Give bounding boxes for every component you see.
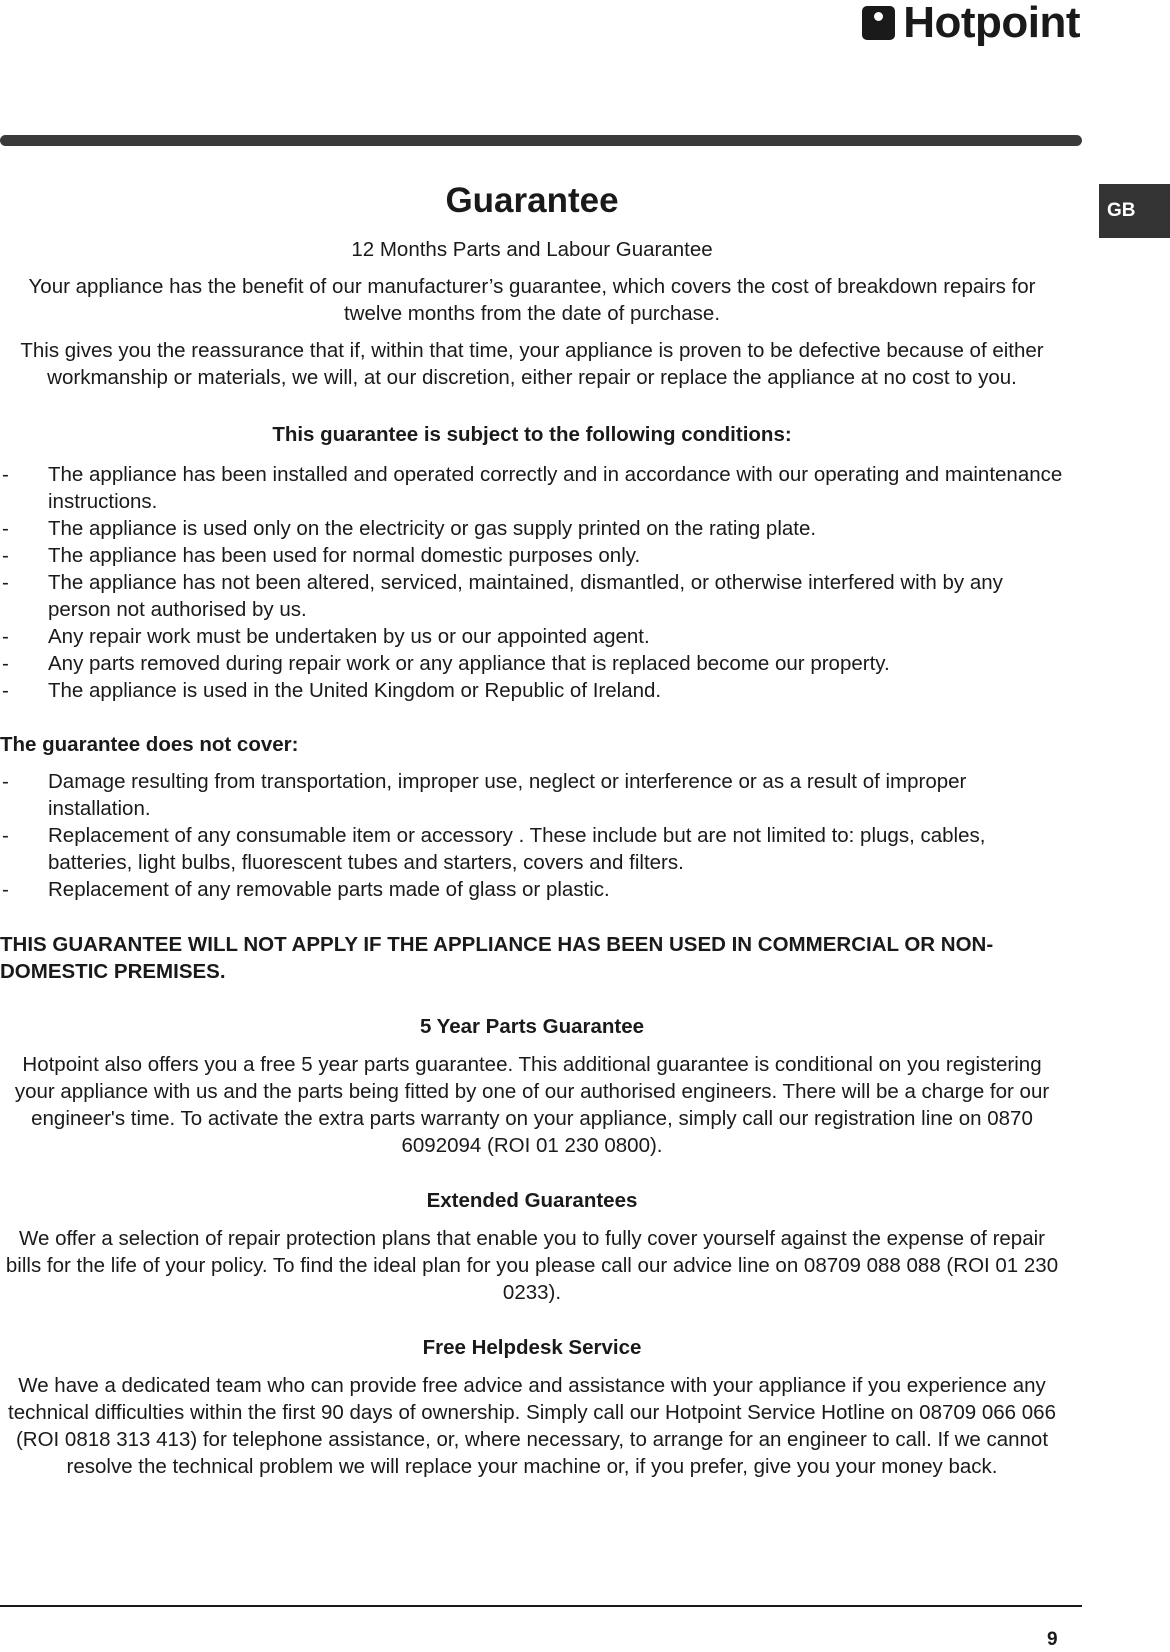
helpdesk-heading: Free Helpdesk Service <box>422 1336 642 1359</box>
not-covered-item: - Replacement of any removable parts made of glass or plastic. <box>0 876 1064 903</box>
brand-name: Hotpoint <box>903 0 1080 47</box>
condition-item: - The appliance has been installed and operated correctly and in accordance with our operating and maintenance instructions. <box>0 461 1064 515</box>
commercial-use-warning: THIS GUARANTEE WILL NOT APPLY IF THE APPLIANCE HAS BEEN USED IN COMMERCIAL OR NON-DOMESTIC PREMISES. <box>0 933 994 983</box>
conditions-list <box>0 461 1064 704</box>
guarantee-document <box>0 178 1064 1480</box>
condition-item: - The appliance has been used for normal domestic purposes only. <box>0 542 1064 569</box>
helpdesk-text: We have a dedicated team who can provide free advice and assistance with your appliance if you experience any technical difficulties within the first 90 days of ownership. Simply call our Hotpoint Service Hotline on 08709 066 066 (ROI 0818 313 413) for telephone assistance, or, where necessary, to arrange for an engineer to call. If we cannot resolve the technical problem we will replace your machine or, if you prefer, give you your money back. <box>8 1374 1056 1478</box>
not-covered-item: - Damage resulting from transportation, improper use, neglect or interference or as a result of improper installation. <box>0 768 1064 822</box>
five-year-heading: 5 Year Parts Guarantee <box>419 1015 645 1038</box>
condition-item: - The appliance is used only on the electricity or gas supply printed on the rating plate. <box>0 515 1064 542</box>
not-covered-list <box>0 768 1064 903</box>
not-covered-heading: The guarantee does not cover: <box>0 733 299 756</box>
condition-item: - The appliance is used in the United Kingdom or Republic of Ireland. <box>0 677 1064 704</box>
extended-text: We offer a selection of repair protection plans that enable you to fully cover yourself against the expense of repair bills for the life of your policy. To find the ideal plan for you please call our advice line on 08709 088 088 (ROI 01 230 0233). <box>5 1227 1059 1304</box>
region-tab: GB <box>1099 184 1170 238</box>
condition-item: - The appliance has not been altered, serviced, maintained, dismantled, or otherwise interfered with by any person not authorised by us. <box>0 569 1064 623</box>
five-year-text: Hotpoint also offers you a free 5 year parts guarantee. This additional guarantee is conditional on you registering your appliance with us and the parts being fitted by one of our authorised engineers. There will be a charge for our engineer's time. To activate the extra parts warranty on your appliance, simply call our registration line on 0870 6092094 (ROI 01 230 0800). <box>14 1053 1050 1157</box>
condition-item: - Any repair work must be undertaken by us or our appointed agent. <box>0 623 1064 650</box>
footer-divider <box>0 1605 1082 1607</box>
page-title: Guarantee <box>445 181 619 220</box>
intro-paragraph-2: This gives you the reassurance that if, within that time, your appliance is proven to be defective because of either workmanship or materials, we will, at our discretion, either repair or replace the appliance at no cost to you. <box>20 339 1044 389</box>
conditions-heading: This guarantee is subject to the following conditions: <box>272 423 792 446</box>
not-covered-item: - Replacement of any consumable item or accessory . These include but are not limited to: plugs, cables, batteries, light bulbs, fluorescent tubes and starters, covers and filters. <box>0 822 1064 876</box>
extended-heading: Extended Guarantees <box>426 1189 638 1212</box>
page-number: 9 <box>1047 1629 1058 1650</box>
condition-item: - Any parts removed during repair work or any appliance that is replaced become our property. <box>0 650 1064 677</box>
page-subtitle: 12 Months Parts and Labour Guarantee <box>351 238 713 261</box>
intro-paragraph-1: Your appliance has the benefit of our manufacturer’s guarantee, which covers the cost of breakdown repairs for twelve months from the date of purchase. <box>28 275 1036 325</box>
hotpoint-logo-icon <box>862 6 895 40</box>
brand-logo <box>862 0 1080 46</box>
header-divider <box>0 135 1082 146</box>
